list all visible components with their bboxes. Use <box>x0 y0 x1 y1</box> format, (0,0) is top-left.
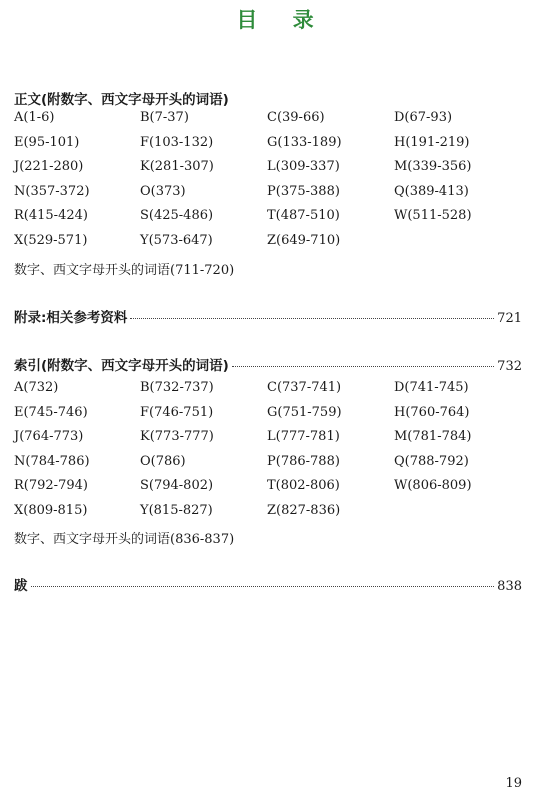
index-letter-entry[interactable]: G(751-759) <box>267 404 342 420</box>
index-letter-entry[interactable]: L(777-781) <box>267 429 340 444</box>
index-letter-grid <box>14 380 534 527</box>
main-letter-entry[interactable]: C(39-66) <box>267 110 325 125</box>
main-letter-entry[interactable]: B(7-37) <box>140 110 189 125</box>
index-page: 732 <box>497 359 522 374</box>
dot-leader <box>130 318 494 319</box>
index-letter-row <box>14 503 534 528</box>
main-letter-entry[interactable]: N(357-372) <box>14 183 90 199</box>
index-letter-entry[interactable]: Z(827-836) <box>267 502 341 518</box>
index-letter-entry[interactable]: P(786-788) <box>267 453 340 469</box>
main-letter-entry[interactable]: E(95-101) <box>14 134 80 150</box>
main-letter-grid <box>14 110 534 257</box>
main-letter-entry[interactable]: Q(389-413) <box>394 183 469 199</box>
main-letter-entry[interactable]: H(191-219) <box>394 134 470 150</box>
main-letter-entry[interactable]: W(511-528) <box>394 208 472 223</box>
main-letter-entry[interactable]: K(281-307) <box>140 159 214 174</box>
main-letter-entry[interactable]: F(103-132) <box>140 134 214 150</box>
main-letter-entry[interactable]: Y(573-647) <box>140 232 213 248</box>
index-letter-entry[interactable]: E(745-746) <box>14 404 88 420</box>
main-letter-row <box>14 208 534 233</box>
main-letter-entry[interactable]: M(339-356) <box>394 159 472 174</box>
index-letter-entry[interactable]: O(786) <box>140 453 186 469</box>
index-letter-entry[interactable]: R(792-794) <box>14 478 88 493</box>
main-letter-entry[interactable]: O(373) <box>140 183 186 199</box>
main-letter-entry[interactable]: A(1-6) <box>14 110 55 125</box>
index-letter-row <box>14 405 534 430</box>
toc-entry-postscript[interactable] <box>14 574 522 594</box>
main-letter-entry[interactable]: D(67-93) <box>394 110 453 125</box>
index-letter-entry[interactable]: Q(788-792) <box>394 453 469 469</box>
main-letter-entry[interactable]: J(221-280) <box>14 159 84 174</box>
postscript-label: 跋 <box>14 578 28 594</box>
index-letter-entry[interactable]: S(794-802) <box>140 478 214 493</box>
main-letter-row <box>14 110 534 135</box>
index-letter-entry[interactable]: B(732-737) <box>140 380 214 395</box>
index-letter-entry[interactable]: K(773-777) <box>140 429 214 444</box>
index-numeric-entries[interactable]: 数字、西文字母开头的词语(836-837) <box>14 532 235 547</box>
index-letter-entry[interactable]: T(802-806) <box>267 478 340 493</box>
dot-leader <box>232 366 494 367</box>
index-letter-entry[interactable]: F(746-751) <box>140 404 214 420</box>
main-letter-entry[interactable]: P(375-388) <box>267 183 340 199</box>
main-letter-entry[interactable]: G(133-189) <box>267 134 342 150</box>
main-letter-entry[interactable]: X(529-571) <box>14 232 88 248</box>
page-title: 目 录 <box>236 7 328 32</box>
main-letter-entry[interactable]: S(425-486) <box>140 208 214 223</box>
toc-entry-index[interactable] <box>14 354 522 374</box>
index-letter-row <box>14 380 534 405</box>
appendix-label: 附录:相关参考资料 <box>14 310 128 326</box>
index-letter-entry[interactable]: M(781-784) <box>394 429 472 444</box>
main-letter-entry[interactable]: L(309-337) <box>267 159 340 174</box>
main-letter-entry[interactable]: T(487-510) <box>267 208 340 223</box>
main-numeric-entries[interactable]: 数字、西文字母开头的词语(711-720) <box>14 263 235 278</box>
index-letter-row <box>14 454 534 479</box>
index-letter-entry[interactable]: N(784-786) <box>14 453 90 469</box>
index-letter-entry[interactable]: J(764-773) <box>14 429 84 444</box>
index-letter-row <box>14 478 534 503</box>
postscript-page: 838 <box>497 579 522 594</box>
toc-entry-appendix[interactable] <box>14 306 522 326</box>
page-number: 19 <box>505 776 522 791</box>
main-letter-row <box>14 159 534 184</box>
main-letter-entry[interactable]: R(415-424) <box>14 208 88 223</box>
index-letter-entry[interactable]: X(809-815) <box>14 502 88 518</box>
index-letter-entry[interactable]: D(741-745) <box>394 380 469 395</box>
main-letter-row <box>14 184 534 209</box>
index-letter-entry[interactable]: H(760-764) <box>394 404 470 420</box>
index-letter-entry[interactable]: C(737-741) <box>267 380 342 395</box>
index-letter-entry[interactable]: A(732) <box>14 380 59 395</box>
index-letter-entry[interactable]: W(806-809) <box>394 478 472 493</box>
main-letter-entry[interactable]: Z(649-710) <box>267 232 341 248</box>
section-main-heading[interactable]: 正文(附数字、西文字母开头的词语) <box>14 92 229 108</box>
appendix-page: 721 <box>497 311 522 326</box>
index-letter-row <box>14 429 534 454</box>
index-letter-entry[interactable]: Y(815-827) <box>140 502 213 518</box>
main-letter-row <box>14 233 534 258</box>
index-heading: 索引(附数字、西文字母开头的词语) <box>14 358 229 374</box>
dot-leader <box>31 586 495 587</box>
main-letter-row <box>14 135 534 160</box>
